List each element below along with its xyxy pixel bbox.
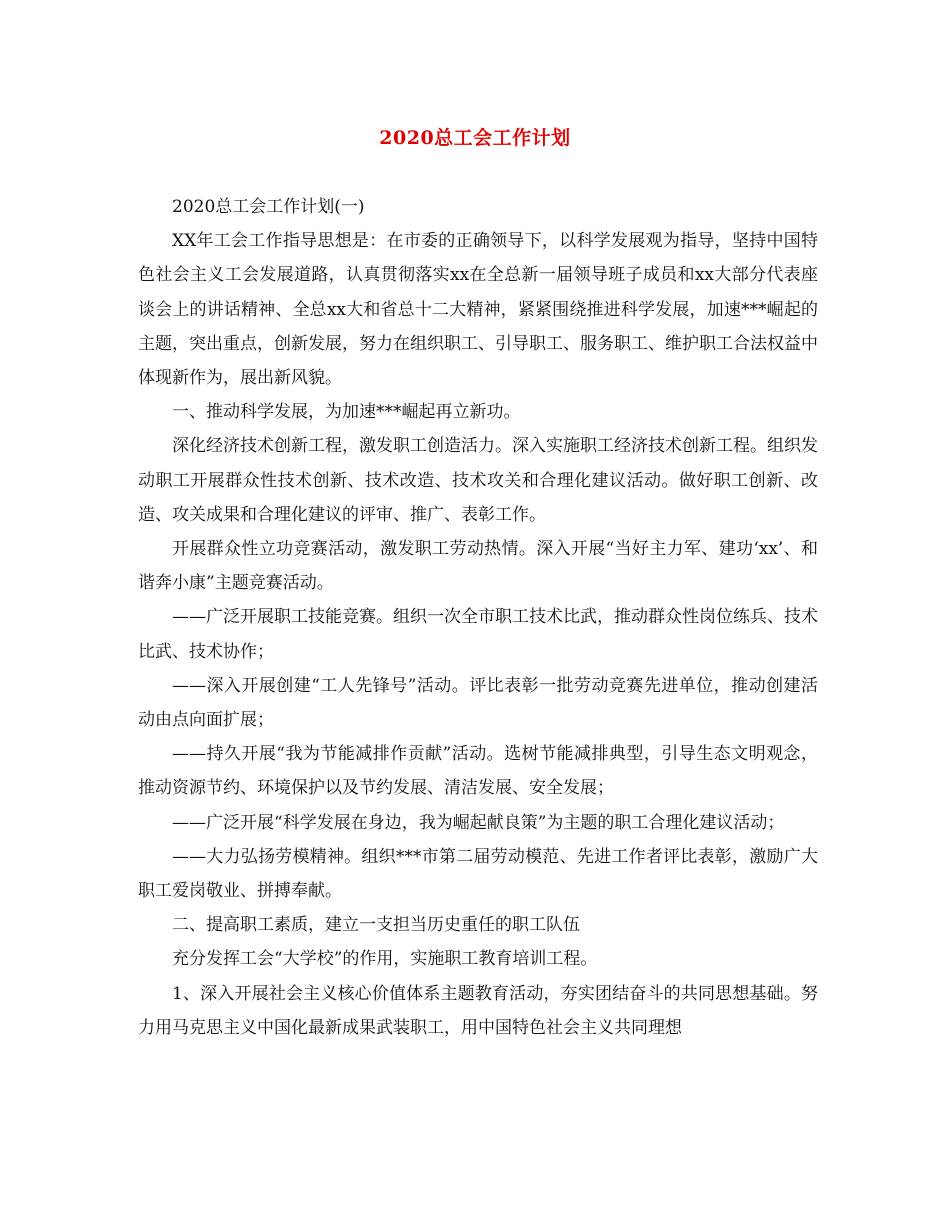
list-item-energy-saving: ——持久开展“我为节能减排作贡献”活动。选树节能减排典型，引导生态文明观念，推动资源节约、环境保护以及节约发展、清洁发展、安全发展； [138,744,818,799]
list-item-model-workers: ——大力弘扬劳模精神。组织***市第二届劳动模范、先进工作者评比表彰，激励广大职工爱岗敬业、拼搏奉献。 [138,846,818,902]
document-body [138,190,818,1045]
paragraph-subtitle: 2020总工会工作计划(一) [172,197,365,217]
section-heading-1: 一、推动科学发展，为加速***崛起再立新功。 [172,402,521,423]
paragraph-guiding-ideology: XX年工会工作指导思想是：在市委的正确领导下，以科学发展观为指导，坚持中国特色社会主义工会发展道路，认真贯彻落实xx在全总新一届领导班子成员和xx大部分代表座谈会上的讲话精神、全总xx大和省总十二大精神，紧紧围绕推进科学发展，加速***崛起的主题，突出重点，创新发展，努力在组织职工、引导职工、服务职工、维护职工合法权益中体现新作为，展出新风貌。 [138,231,818,389]
paragraph-competition: 开展群众性立功竞赛活动，激发职工劳动热情。深入开展“当好主力军、建功‘xx’、和谐奔小康”主题竞赛活动。 [138,539,818,594]
list-item-skill-contest: ——广泛开展职工技能竞赛。组织一次全市职工技术比武，推动群众性岗位练兵、技术比武、技术协作； [138,607,818,662]
paragraph-university: 充分发挥工会“大学校”的作用，实施职工教育培训工程。 [172,949,598,970]
paragraph-innovation: 深化经济技术创新工程，激发职工创造活力。深入实施职工经济技术创新工程。组织发动职工开展群众性技术创新、技术改造、技术攻关和合理化建议活动。做好职工创新、改造、攻关成果和合理化建议的评审、推广、表彰工作。 [138,436,818,525]
paragraph-core-values: 1、深入开展社会主义核心价值体系主题教育活动，夯实团结奋斗的共同思想基础。努力用马克思主义中国化最新成果武装职工，用中国特色社会主义共同理想 [138,983,818,1038]
list-item-suggestions: ——广泛开展“科学发展在身边，我为崛起献良策”为主题的职工合理化建议活动； [172,812,785,833]
list-item-pioneer: ——深入开展创建“工人先锋号”活动。评比表彰一批劳动竞赛先进单位，推动创建活动由点向面扩展； [138,675,818,731]
section-heading-2: 二、提高职工素质，建立一支担当历史重任的职工队伍 [172,915,580,936]
document-title: 2020总工会工作计划 [379,127,571,149]
